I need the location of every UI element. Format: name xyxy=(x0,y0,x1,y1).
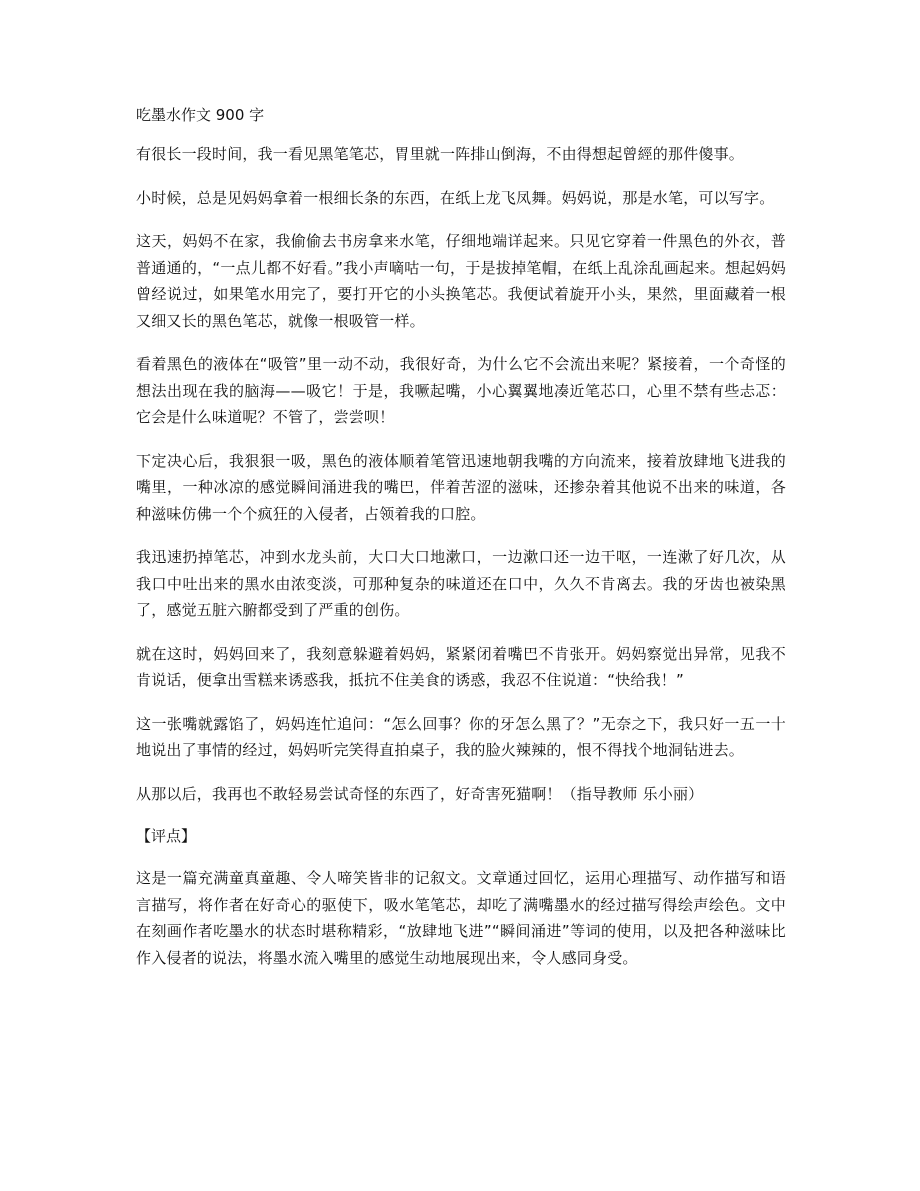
paragraph-7: 就在这时，妈妈回来了，我刻意躲避着妈妈，紧紧闭着嘴巴不肯张开。妈妈察觉出异常，见我不肯说话，便拿出雪糕来诱惑我，抵抗不住美食的诱惑，我忍不住说道：“快给我！” xyxy=(136,644,786,689)
paragraph-1: 有很长一段时间，我一看见黑笔笔芯，胃里就一阵排山倒海，不由得想起曾經的那件傻事。 xyxy=(136,145,745,163)
paragraph-5: 下定决心后，我狠狠一吸，黑色的液体顺着笔管迅速地朝我嘴的方向流来，接着放肆地飞进我的嘴里，一种冰凉的感觉瞬间涌进我的嘴巴，伴着苦涩的滋味，还掺杂着其他说不出来的味道，各种滋味仿佛一个个疯狂的入侵者，占领着我的口腔。 xyxy=(136,451,786,523)
review-heading: 【评点】 xyxy=(136,827,197,845)
document-title: 吃墨水作文 900 字 xyxy=(136,106,265,124)
paragraph-9: 从那以后，我再也不敢轻易尝试奇怪的东西了，好奇害死猫啊！（指导教师 乐小丽） xyxy=(136,784,704,803)
document-page xyxy=(136,104,786,988)
review-paragraph: 这是一篇充满童真童趣、令人啼笑皆非的记叙文。文章通过回忆，运用心理描写、动作描写和语言描写，将作者在好奇心的驱使下，吸水笔笔芯，却吃了满嘴墨水的经过描写得绘声绘色。文中在刻画作者吃墨水的状态时堪称精彩，“放肆地飞进”“瞬间涌进”等词的使用，以及把各种滋味比作入侵者的说法，将墨水流入嘴里的感觉生动地展现出来，令人感同身受。 xyxy=(136,869,786,967)
paragraph-4: 看着黑色的液体在“吸管”里一动不动，我很好奇，为什么它不会流出来呢？紧接着，一个奇怪的想法出现在我的脑海——吸它！于是，我噘起嘴，小心翼翼地凑近笔芯口，心里不禁有些忐忑：它会是什么味道呢？不管了，尝尝呗！ xyxy=(136,355,786,426)
paragraph-6: 我迅速扔掉笔芯，冲到水龙头前，大口大口地漱口，一边漱口还一边干呕，一连漱了好几次，从我口中吐出来的黑水由浓变淡，可那种复杂的味道还在口中，久久不肯离去。我的牙齿也被染黑了，感觉五脏六腑都受到了严重的创伤。 xyxy=(136,548,786,619)
paragraph-3: 这天，妈妈不在家，我偷偷去书房拿来水笔，仔细地端详起来。只见它穿着一件黑色的外衣，普普通通的，“一点儿都不好看。”我小声嘀咕一句，于是拔掉笔帽，在纸上乱涂乱画起来。想起妈妈曾经说过，如果笔水用完了，要打开它的小头换笔芯。我便试着旋开小头，果然，里面藏着一根又细又长的黑色笔芯，就像一根吸管一样。 xyxy=(136,232,786,330)
paragraph-2: 小时候，总是见妈妈拿着一根细长条的东西，在纸上龙飞凤舞。妈妈说，那是水笔，可以写字。 xyxy=(136,188,775,207)
paragraph-8: 这一张嘴就露馅了，妈妈连忙追问：“怎么回事？你的牙怎么黑了？”无奈之下，我只好一五一十地说出了事情的经过，妈妈听完笑得直拍桌子，我的脸火辣辣的，恨不得找个地洞钻进去。 xyxy=(136,714,786,759)
